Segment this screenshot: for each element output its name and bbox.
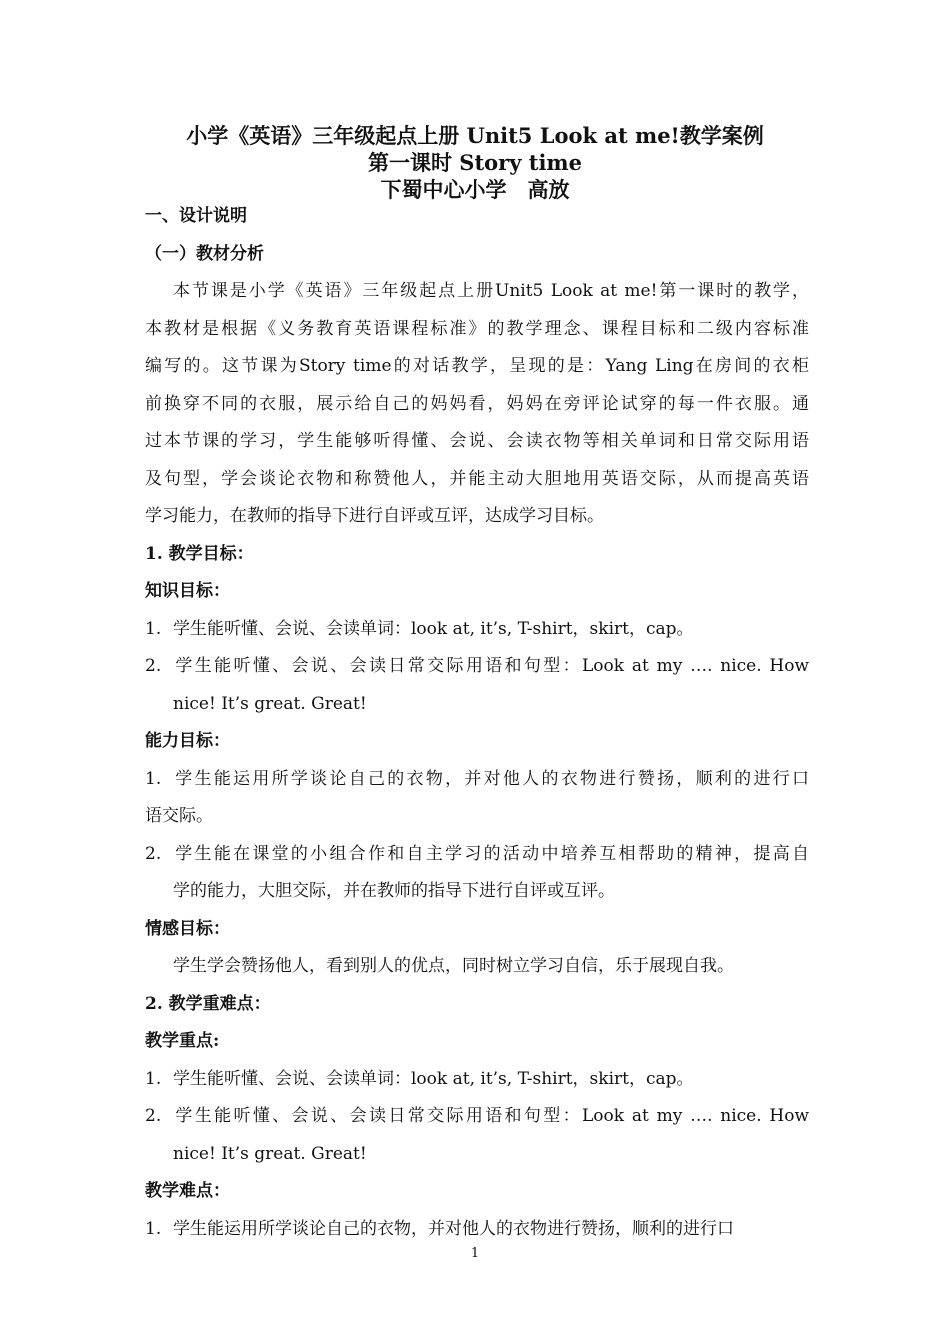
list-text: 学生能运用所学谈论自己的衣物，并对他人的衣物进行赞扬，顺利的进行口 (173, 768, 809, 789)
list-number: 2. (145, 843, 162, 864)
document-body (145, 198, 809, 1248)
list-number: 1. (145, 1068, 162, 1089)
knowledge-heading: 知识目标： (145, 581, 230, 601)
intro-paragraph (145, 273, 809, 536)
title-line-1: 小学《英语》三年级起点上册 Unit5 Look at me!教学案例 (186, 123, 764, 148)
emotion-text: 学生学会赞扬他人，看到别人的优点，同时树立学习自信，乐于展现自我。 (173, 956, 734, 976)
list-item (145, 836, 809, 874)
title-line-2: 第一课时 Story time (367, 150, 583, 175)
list-continuation: nice! It’s great. Great! (173, 693, 367, 714)
list-number: 2. (145, 1106, 162, 1126)
list-item (145, 648, 809, 686)
ability-heading: 能力目标： (145, 731, 230, 751)
list-text: 学生能听懂、会说、会读单词：look at, it’s, T-shirt，skirt，cap。 (173, 618, 694, 639)
list-text: 学生能听懂、会说、会读日常交际用语和句型：Look at my …. nice. How (173, 1106, 809, 1126)
intro-line: 过本节课的学习，学生能够听得懂、会说、会读衣物等相关单词和日常交际用语 (145, 431, 809, 451)
subsection-heading-material: （一）教材分析 (145, 243, 264, 264)
list-number: 1. (145, 768, 162, 789)
intro-line: 本教材是根据《义务教育英语课程标准》的教学理念、课程目标和二级内容标准 (145, 318, 809, 339)
intro-line: 学习能力，在教师的指导下进行自评或互评，达成学习目标。 (145, 506, 604, 526)
list-item (145, 611, 809, 649)
list-item (145, 1061, 809, 1099)
list-item (145, 1098, 809, 1136)
list-continuation: nice! It’s great. Great! (173, 1143, 367, 1164)
document-title (0, 122, 950, 203)
list-item (145, 1211, 809, 1249)
goals-heading: 1. 教学目标： (145, 543, 254, 564)
page-number: 1 (470, 1246, 480, 1261)
list-text: 学生能运用所学谈论自己的衣物，并对他人的衣物进行赞扬，顺利的进行口 (173, 1218, 734, 1239)
section-heading-design: 一、设计说明 (145, 206, 247, 226)
difficulty-heading: 教学难点： (145, 1181, 230, 1201)
intro-line: 及句型，学会谈论衣物和称赞他人，并能主动大胆地用英语交际，从而提高英语 (145, 468, 809, 489)
list-number: 1. (145, 618, 162, 639)
keypoints-heading: 2. 教学重难点： (145, 993, 271, 1014)
list-item (145, 761, 809, 799)
list-number: 1. (145, 1218, 162, 1239)
list-continuation: 学的能力，大胆交际，并在教师的指导下进行自评或互评。 (173, 881, 615, 901)
intro-line: 本节课是小学《英语》三年级起点上册Unit5 Look at me!第一课时的教学， (173, 281, 809, 301)
list-number: 2. (145, 656, 162, 676)
emotion-heading: 情感目标： (145, 918, 230, 939)
list-text: 学生能在课堂的小组合作和自主学习的活动中培养互相帮助的精神，提高自 (173, 843, 809, 864)
title-line-3: 下蜀中心小学 高放 (380, 177, 570, 202)
list-text: 学生能听懂、会说、会读日常交际用语和句型：Look at my …. nice. How (173, 656, 809, 676)
list-text: 学生能听懂、会说、会读单词：look at, it’s, T-shirt，skirt，cap。 (173, 1068, 694, 1089)
list-continuation: 语交际。 (145, 806, 213, 826)
focus-heading: 教学重点: (145, 1031, 220, 1051)
intro-line: 前换穿不同的衣服，展示给自己的妈妈看，妈妈在旁评论试穿的每一件衣服。通 (145, 393, 809, 414)
intro-line: 编写的。这节课为Story time的对话教学，呈现的是：Yang Ling在房间的衣柜 (145, 356, 809, 376)
